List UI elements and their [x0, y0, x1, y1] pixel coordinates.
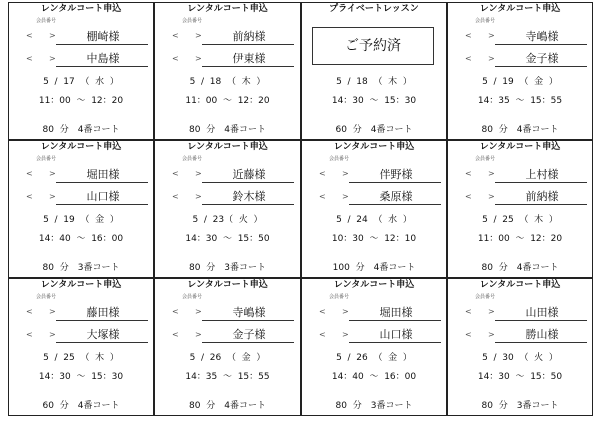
duration-court — [302, 401, 446, 412]
duration: 80 分 — [42, 263, 69, 273]
member-name-2: 金子様 — [525, 52, 559, 65]
rental-court-card — [8, 278, 154, 416]
duration-court — [155, 263, 300, 274]
angle-open-mark: < — [319, 330, 326, 339]
name-underline — [202, 320, 294, 321]
member-name-2: 伊東様 — [232, 52, 266, 65]
angle-open-mark: < — [465, 307, 472, 316]
name-underline — [495, 204, 587, 205]
court: 4番コート — [516, 263, 559, 273]
angle-close-mark: > — [342, 169, 349, 178]
reservation-date: 5 / 18 （ 木 ） — [189, 77, 266, 87]
member-number-label: 会員番号 — [475, 294, 496, 300]
reservation-time: 14：30 ～ 15：30 — [331, 96, 417, 106]
court: 4番コート — [77, 125, 120, 135]
angle-close-mark: > — [342, 330, 349, 339]
duration-court — [302, 263, 446, 274]
court: 4番コート — [224, 125, 266, 135]
rental-court-card — [447, 2, 593, 140]
reservation-date: 5 / 25 （ 木 ） — [482, 215, 558, 225]
member-number-label: 会員番号 — [475, 18, 496, 24]
booked-box: ご予約済 — [312, 27, 434, 65]
angle-open-mark: < — [319, 192, 326, 201]
reservation-date: 5 / 26 （ 金 ） — [336, 353, 412, 363]
rental-court-card — [301, 278, 447, 416]
angle-open-mark: < — [172, 31, 179, 40]
reservation-date: 5 / 24 （ 水 ） — [336, 215, 412, 225]
angle-close-mark: > — [342, 192, 349, 201]
card-title: レンタルコート申込 — [333, 280, 415, 290]
angle-close-mark: > — [49, 307, 56, 316]
court: 4番コート — [373, 263, 416, 273]
card-title: レンタルコート申込 — [187, 280, 268, 290]
duration: 80 分 — [42, 125, 69, 135]
duration-court — [448, 263, 592, 274]
member-number-label: 会員番号 — [36, 156, 57, 162]
court: 4番コート — [77, 401, 120, 411]
member-number-label: 会員番号 — [36, 294, 57, 300]
member-number-label: 会員番号 — [182, 156, 203, 162]
member-name-2: 金子様 — [232, 328, 266, 341]
rental-court-card — [447, 140, 593, 278]
reservation-date: 5 / 26 （ 金 ） — [189, 353, 266, 363]
angle-open-mark: < — [465, 54, 472, 63]
name-underline — [56, 320, 148, 321]
duration: 80 分 — [335, 401, 362, 411]
angle-close-mark: > — [195, 54, 202, 63]
court: 3番コート — [224, 263, 266, 273]
angle-open-mark: < — [26, 169, 33, 178]
reservation-time: 10：30 ～ 12：10 — [331, 234, 417, 244]
name-underline — [202, 342, 294, 343]
duration: 80 分 — [481, 263, 508, 273]
duration-court — [448, 125, 592, 136]
angle-open-mark: < — [26, 31, 33, 40]
angle-open-mark: < — [172, 169, 179, 178]
name-underline — [349, 204, 441, 205]
angle-open-mark: < — [465, 192, 472, 201]
reservation-time: 14：40 ～ 16：00 — [331, 372, 417, 382]
member-name-1: 堀田様 — [86, 168, 120, 181]
private-lesson-card — [301, 2, 447, 140]
name-underline — [202, 182, 294, 183]
court: 4番コート — [224, 401, 266, 411]
angle-open-mark: < — [465, 169, 472, 178]
angle-close-mark: > — [342, 307, 349, 316]
name-underline — [56, 182, 148, 183]
card-title: レンタルコート申込 — [479, 142, 561, 152]
angle-close-mark: > — [49, 330, 56, 339]
rental-court-card — [154, 2, 301, 140]
duration-court — [155, 401, 300, 412]
court: 4番コート — [370, 125, 413, 135]
angle-close-mark: > — [49, 169, 56, 178]
rental-court-card — [154, 140, 301, 278]
angle-close-mark: > — [49, 54, 56, 63]
angle-open-mark: < — [26, 307, 33, 316]
angle-close-mark: > — [195, 330, 202, 339]
member-number-label: 会員番号 — [329, 294, 350, 300]
reservation-date: 5 / 17 （ 水 ） — [43, 77, 119, 87]
card-title: レンタルコート申込 — [333, 142, 415, 152]
angle-open-mark: < — [465, 330, 472, 339]
angle-close-mark: > — [488, 307, 495, 316]
duration: 60 分 — [335, 125, 362, 135]
member-name-1: 藤田様 — [86, 306, 120, 319]
angle-open-mark: < — [172, 307, 179, 316]
name-underline — [349, 342, 441, 343]
member-name-1: 寺嶋様 — [232, 306, 266, 319]
angle-open-mark: < — [172, 330, 179, 339]
reservation-time: 11：00 ～ 12：20 — [477, 234, 563, 244]
name-underline — [495, 342, 587, 343]
court: 4番コート — [516, 125, 559, 135]
angle-close-mark: > — [49, 192, 56, 201]
angle-close-mark: > — [195, 192, 202, 201]
reservation-time: 14：35 ～ 15：55 — [477, 96, 563, 106]
card-title: レンタルコート申込 — [479, 4, 561, 14]
name-underline — [56, 66, 148, 67]
duration-court — [9, 125, 153, 136]
member-name-2: 山口様 — [86, 190, 120, 203]
duration-court — [302, 125, 446, 136]
angle-close-mark: > — [488, 192, 495, 201]
duration: 80 分 — [189, 125, 216, 135]
duration: 80 分 — [481, 125, 508, 135]
name-underline — [202, 66, 294, 67]
member-name-1: 前納様 — [232, 30, 266, 43]
member-name-2: 前納様 — [525, 190, 559, 203]
duration: 80 分 — [189, 263, 216, 273]
card-title: レンタルコート申込 — [40, 142, 122, 152]
member-name-2: 中島様 — [86, 52, 120, 65]
angle-open-mark: < — [319, 169, 326, 178]
member-name-2: 勝山様 — [525, 328, 559, 341]
angle-open-mark: < — [26, 330, 33, 339]
duration: 80 分 — [189, 401, 216, 411]
angle-open-mark: < — [172, 54, 179, 63]
duration-court — [9, 401, 153, 412]
card-title: レンタルコート申込 — [40, 4, 122, 14]
member-name-1: 伴野様 — [379, 168, 413, 181]
member-name-2: 山口様 — [379, 328, 413, 341]
name-underline — [495, 66, 587, 67]
reservation-time: 11：00 ～ 12：20 — [185, 96, 270, 106]
name-underline — [495, 44, 587, 45]
name-underline — [495, 320, 587, 321]
angle-open-mark: < — [172, 192, 179, 201]
angle-close-mark: > — [488, 169, 495, 178]
member-name-2: 大塚様 — [86, 328, 120, 341]
member-name-1: 棚崎様 — [86, 30, 120, 43]
reservation-date: 5 / 25 （ 木 ） — [43, 353, 119, 363]
name-underline — [56, 342, 148, 343]
angle-close-mark: > — [488, 31, 495, 40]
name-underline — [495, 182, 587, 183]
name-underline — [202, 204, 294, 205]
rental-court-card — [301, 140, 447, 278]
member-name-1: 寺嶋様 — [525, 30, 559, 43]
rental-court-card — [8, 140, 154, 278]
member-name-2: 鈴木様 — [232, 190, 266, 203]
duration-court — [155, 125, 300, 136]
angle-close-mark: > — [488, 54, 495, 63]
court: 3番コート — [77, 263, 120, 273]
reservation-date: 5 / 30 （ 火 ） — [482, 353, 558, 363]
member-number-label: 会員番号 — [182, 294, 203, 300]
card-title: レンタルコート申込 — [187, 4, 268, 14]
reservation-time: 14：30 ～ 15：30 — [38, 372, 124, 382]
rental-court-card — [8, 2, 154, 140]
rental-court-card — [154, 278, 301, 416]
member-number-label: 会員番号 — [329, 156, 350, 162]
angle-open-mark: < — [26, 192, 33, 201]
duration-court — [448, 401, 592, 412]
angle-close-mark: > — [195, 31, 202, 40]
angle-open-mark: < — [26, 54, 33, 63]
reservation-sheet — [8, 2, 593, 416]
name-underline — [56, 44, 148, 45]
member-number-label: 会員番号 — [36, 18, 57, 24]
reservation-time: 14：35 ～ 15：55 — [185, 372, 270, 382]
card-title: レンタルコート申込 — [187, 142, 268, 152]
court: 3番コート — [370, 401, 413, 411]
angle-close-mark: > — [49, 31, 56, 40]
reservation-time: 14：30 ～ 15：50 — [185, 234, 270, 244]
card-title: プライベートレッスン — [329, 4, 419, 14]
angle-close-mark: > — [195, 169, 202, 178]
name-underline — [202, 44, 294, 45]
reservation-time: 14：30 ～ 15：50 — [477, 372, 563, 382]
reservation-date: 5 / 19 （ 金 ） — [43, 215, 119, 225]
reservation-date: 5 / 19 （ 金 ） — [482, 77, 558, 87]
name-underline — [349, 320, 441, 321]
member-name-2: 桑原様 — [379, 190, 413, 203]
duration: 100 分 — [332, 263, 365, 273]
card-title: レンタルコート申込 — [479, 280, 561, 290]
reservation-date: 5 / 18 （ 木 ） — [336, 77, 412, 87]
member-name-1: 近藤様 — [232, 168, 266, 181]
member-name-1: 上村様 — [525, 168, 559, 181]
name-underline — [349, 182, 441, 183]
court: 3番コート — [516, 401, 559, 411]
rental-court-card — [447, 278, 593, 416]
duration-court — [9, 263, 153, 274]
member-name-1: 堀田様 — [379, 306, 413, 319]
angle-close-mark: > — [488, 330, 495, 339]
member-number-label: 会員番号 — [182, 18, 203, 24]
member-number-label: 会員番号 — [475, 156, 496, 162]
angle-open-mark: < — [465, 31, 472, 40]
member-name-1: 山田様 — [525, 306, 559, 319]
angle-close-mark: > — [195, 307, 202, 316]
duration: 80 分 — [481, 401, 508, 411]
reservation-time: 11：00 ～ 12：20 — [38, 96, 124, 106]
reservation-date: 5 / 23（ 火 ） — [192, 215, 263, 225]
duration: 60 分 — [42, 401, 69, 411]
reservation-time: 14：40 ～ 16：00 — [38, 234, 124, 244]
name-underline — [56, 204, 148, 205]
card-title: レンタルコート申込 — [40, 280, 122, 290]
angle-open-mark: < — [319, 307, 326, 316]
